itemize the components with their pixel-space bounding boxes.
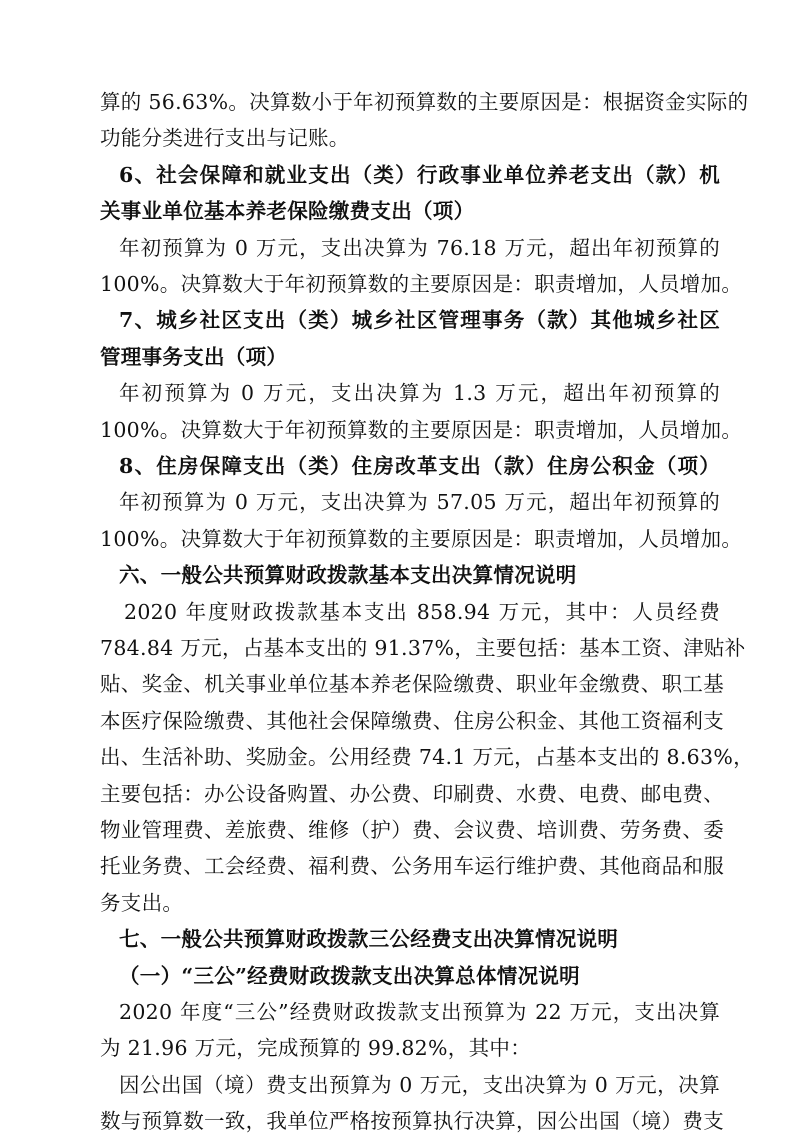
paragraph-line: 100%。决算数大于年初预算数的主要原因是：职责增加，人员增加。 bbox=[100, 417, 743, 442]
paragraph-line: 年初预算为 0 万元，支出决算为 57.05 万元，超出年初预算的 bbox=[119, 490, 720, 515]
paragraph-line: 出、生活补助、奖励金。公用经费 74.1 万元，占基本支出的 8.63%， bbox=[100, 745, 754, 770]
paragraph-line: 贴、奖金、机关事业单位基本养老保险缴费、职业年金缴费、职工基 bbox=[100, 672, 724, 697]
paragraph-line: 算的 56.63%。决算数小于年初预算数的主要原因是：根据资金实际的 bbox=[100, 90, 749, 114]
section-heading: 7、城乡社区支出（类）城乡社区管理事务（款）其他城乡社区 bbox=[119, 308, 720, 333]
paragraph-line: 为 21.96 万元，完成预算的 99.82%，其中： bbox=[100, 1036, 532, 1061]
paragraph-line: 务支出。 bbox=[100, 890, 184, 915]
paragraph-line: 784.84 万元，占基本支出的 91.37%，主要包括：基本工资、津贴补 bbox=[100, 636, 746, 660]
paragraph-line: 100%。决算数大于年初预算数的主要原因是：职责增加，人员增加。 bbox=[100, 526, 743, 551]
section-heading: 6、社会保障和就业支出（类）行政事业单位养老支出（款）机 bbox=[119, 162, 720, 187]
paragraph-line: 主要包括：办公设备购置、办公费、印刷费、水费、电费、邮电费、 bbox=[100, 781, 724, 806]
chapter-heading: 七、一般公共预算财政拨款三公经费支出决算情况说明 bbox=[119, 927, 619, 952]
chapter-heading: 六、一般公共预算财政拨款基本支出决算情况说明 bbox=[119, 563, 577, 588]
paragraph-line: 年初预算为 0 万元，支出决算为 1.3 万元，超出年初预算的 bbox=[119, 381, 720, 406]
paragraph-line: 2020 年度财政拨款基本支出 858.94 万元，其中：人员经费 bbox=[124, 599, 720, 624]
section-heading: 管理事务支出（项） bbox=[100, 344, 288, 369]
paragraph-line: 100%。决算数大于年初预算数的主要原因是：职责增加，人员增加。 bbox=[100, 272, 743, 296]
paragraph-line: 数与预算数一致，我单位严格按预算执行决算，因公出国（境）费支 bbox=[100, 1109, 724, 1134]
paragraph-line: 年初预算为 0 万元，支出决算为 76.18 万元，超出年初预算的 bbox=[119, 235, 720, 260]
subsection-heading: （一）“三公”经费财政拨款支出决算总体情况说明 bbox=[119, 963, 580, 988]
paragraph-line: 功能分类进行支出与记账。 bbox=[100, 126, 350, 151]
paragraph-line: 物业管理费、差旅费、维修（护）费、会议费、培训费、劳务费、委 bbox=[100, 818, 724, 842]
paragraph-line: 2020 年度“三公”经费财政拨款支出预算为 22 万元，支出决算 bbox=[119, 1000, 720, 1024]
section-heading: 8、住房保障支出（类）住房改革支出（款）住房公积金（项） bbox=[119, 454, 720, 478]
section-heading: 关事业单位基本养老保险缴费支出（项） bbox=[100, 199, 475, 224]
paragraph-line: 托业务费、工会经费、福利费、公务用车运行维护费、其他商品和服 bbox=[100, 854, 724, 879]
paragraph-line: 因公出国（境）费支出预算为 0 万元，支出决算为 0 万元，决算 bbox=[119, 1072, 720, 1097]
paragraph-line: 本医疗保险缴费、其他社会保障缴费、住房公积金、其他工资福利支 bbox=[100, 708, 724, 733]
